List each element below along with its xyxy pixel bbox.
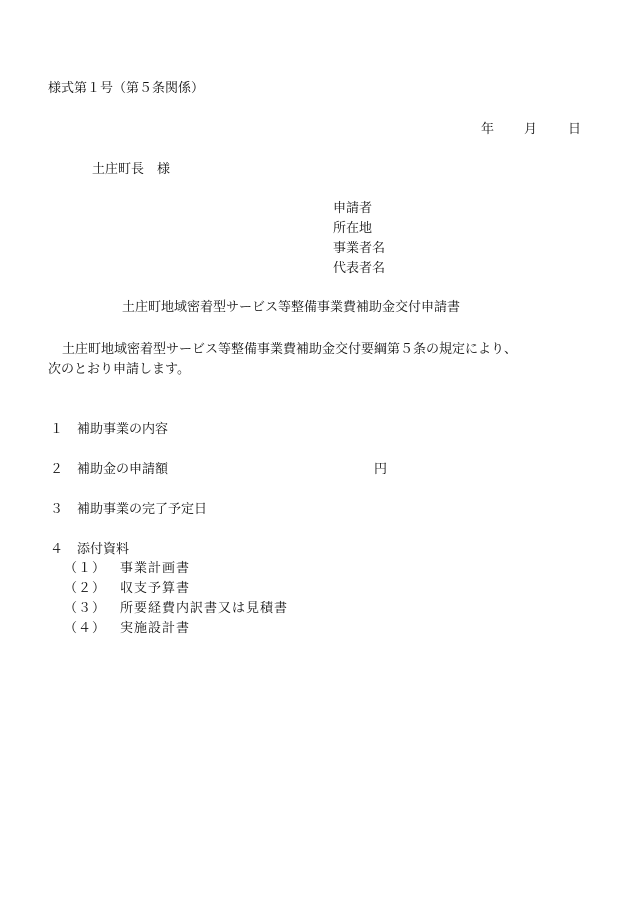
- applicant-business-name: 事業者名: [333, 241, 386, 256]
- item-2-label: 補助金の申請額: [77, 462, 169, 477]
- item-4-label: 添付資料: [77, 542, 130, 557]
- date-day: 日: [568, 122, 582, 137]
- item-1-number: １: [50, 422, 64, 437]
- addressee: 土庄町長 様: [92, 162, 171, 177]
- date-month: 月: [524, 122, 538, 137]
- attachment-2-label: 収支予算書: [120, 581, 191, 596]
- document-title: 土庄町地域密着型サービス等整備事業費補助金交付申請書: [122, 300, 461, 315]
- applicant-address: 所在地: [333, 221, 373, 236]
- attachment-1-number: （１）: [64, 561, 107, 576]
- date-year: 年: [481, 122, 495, 137]
- applicant-label: 申請者: [333, 201, 373, 216]
- attachment-3-number: （３）: [64, 601, 107, 616]
- body-line-2: 次のとおり申請します。: [48, 362, 190, 377]
- form-number: 様式第１号（第５条関係）: [48, 81, 205, 96]
- item-2-unit: 円: [374, 462, 388, 477]
- item-3-label: 補助事業の完了予定日: [77, 502, 208, 517]
- item-4-number: ４: [50, 542, 64, 557]
- attachment-4-number: （４）: [64, 621, 107, 636]
- attachment-3-label: 所要経費内訳書又は見積書: [120, 601, 289, 616]
- applicant-representative: 代表者名: [333, 261, 386, 276]
- attachment-1-label: 事業計画書: [120, 561, 191, 576]
- item-1-label: 補助事業の内容: [77, 422, 169, 437]
- attachment-2-number: （２）: [64, 581, 107, 596]
- attachment-4-label: 実施設計書: [120, 621, 191, 636]
- item-2-number: ２: [50, 462, 64, 477]
- item-3-number: ３: [50, 502, 64, 517]
- body-line-1: 土庄町地域密着型サービス等整備事業費補助金交付要綱第５条の規定により、: [62, 342, 518, 357]
